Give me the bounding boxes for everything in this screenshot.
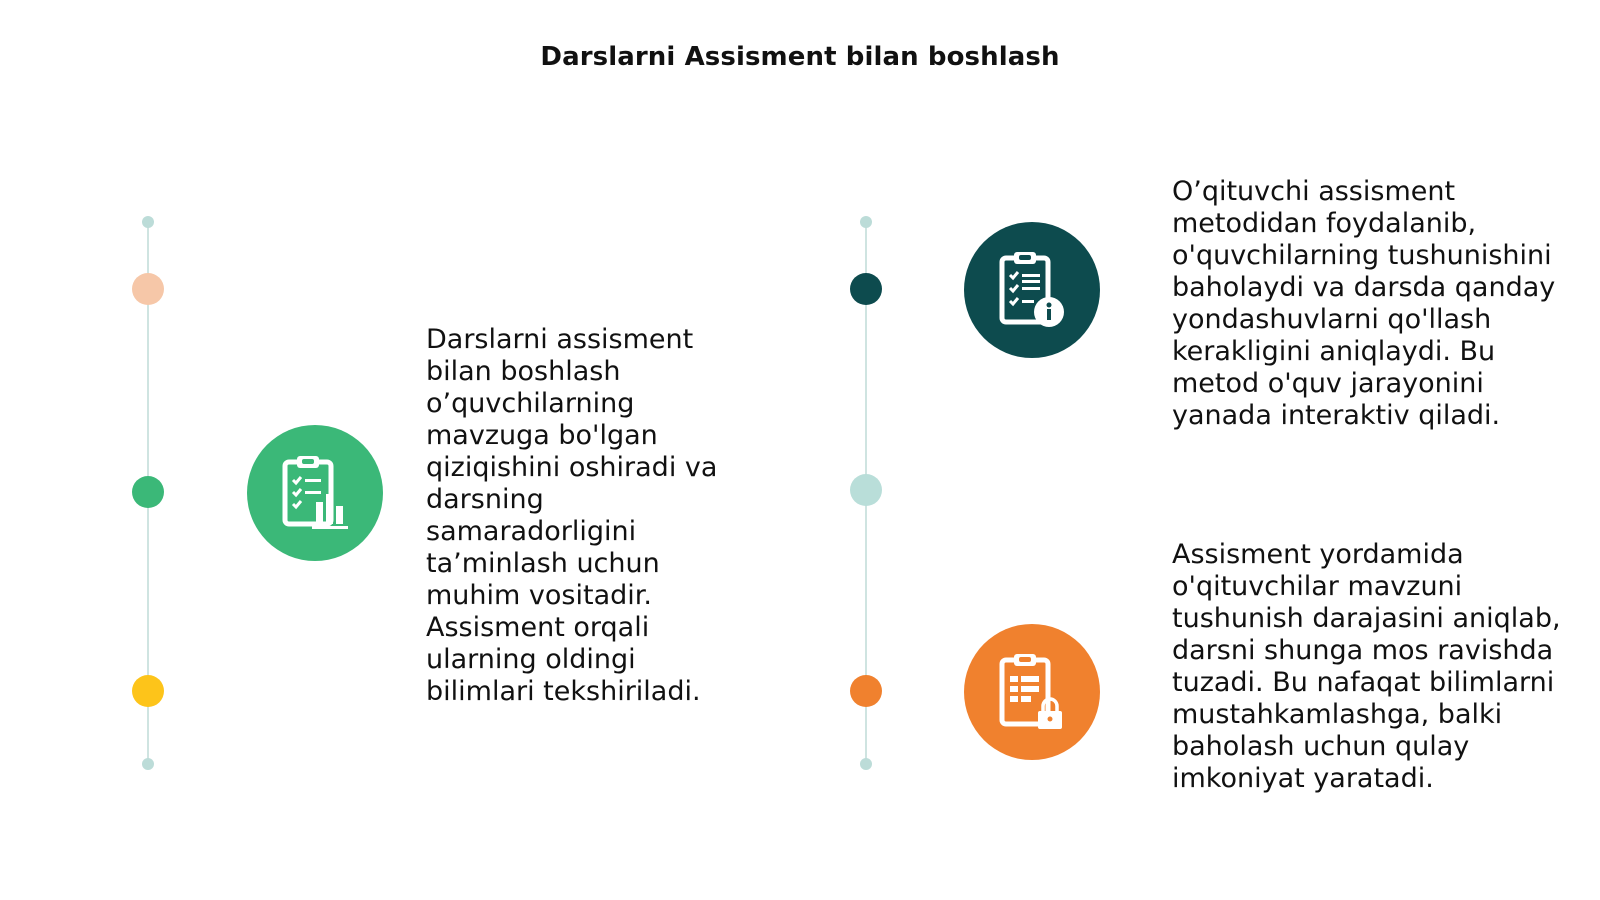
item-2-text: O’qituvchi assisment metodidan foydalanib, o'quvchilarning tushunishini baholaydi va darsda qanday yondashuvlarni qo'llash kerakligini aniqlaydi. Bu metod o'quv jarayonini yanada interaktiv qiladi.: [1172, 176, 1556, 431]
timeline-left-start-dot: [142, 216, 154, 228]
timeline-right-dot-teal: [850, 273, 882, 305]
timeline-left-dot-yellow: [132, 675, 164, 707]
timeline-left-dot-green: [132, 476, 164, 508]
clipboard-chart-icon: [247, 425, 383, 561]
item-3-text: Assisment yordamida o'qituvchilar mavzuni tushunish darajasini aniqlab, darsni shunga mos ravishda tuzadi. Bu nafaqat bilimlarni mustahkamlashga, balki baholash uchun qulay imkoniyat yaratadi.: [1172, 539, 1561, 794]
timeline-right-dot-orange: [850, 675, 882, 707]
item-1-text: Darslarni assisment bilan boshlash o’quvchilarning mavzuga bo'lgan qiziqishini oshiradi va darsning samaradorligini ta’minlash uchun muhim vositadir. Assisment orqali ularning oldingi bilimlari tekshiriladi.: [426, 324, 718, 707]
clipboard-lock-icon: [964, 624, 1100, 760]
clipboard-info-icon: [964, 222, 1100, 358]
page-title: Darslarni Assisment bilan boshlash: [540, 42, 1060, 72]
timeline-left-dot-peach: [132, 273, 164, 305]
timeline-right-end-dot: [860, 758, 872, 770]
timeline-right-start-dot: [860, 216, 872, 228]
timeline-left-end-dot: [142, 758, 154, 770]
timeline-right-dot-mint: [850, 474, 882, 506]
